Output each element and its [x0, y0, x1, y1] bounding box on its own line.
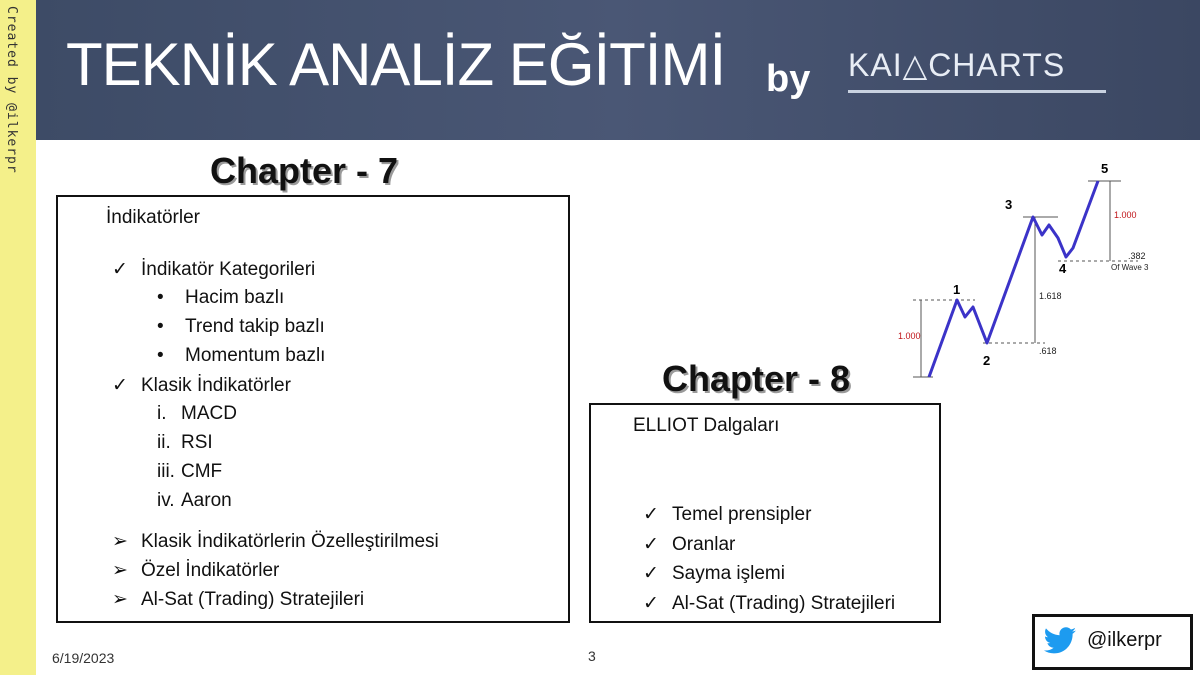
chapter-7-list-item	[157, 345, 325, 367]
list-marker: ✓	[643, 563, 659, 584]
list-marker: ✓	[112, 375, 128, 396]
list-item-text: MACD	[181, 403, 237, 424]
list-item-text: RSI	[181, 432, 213, 453]
twitter-handle: @ilkerpr	[1087, 629, 1162, 651]
list-marker: •	[157, 345, 164, 366]
chapter-8-list-item	[643, 592, 895, 615]
chapter-7-list-item	[157, 316, 325, 338]
chapter-7-list-item	[157, 287, 284, 309]
ratio-wave4-note: Of Wave 3	[1111, 263, 1149, 272]
wave-label-5: 5	[1101, 161, 1109, 176]
side-strip	[0, 0, 36, 675]
creator-credit: Created by @ilkerpr	[4, 6, 19, 174]
list-marker: ➢	[112, 560, 128, 581]
list-item-text: Hacim bazlı	[185, 287, 285, 308]
list-marker: ✓	[643, 534, 659, 555]
list-marker: iv.	[157, 490, 175, 511]
elliott-wave-diagram	[893, 155, 1158, 385]
ratio-wave4: .382	[1128, 251, 1146, 261]
list-marker: ✓	[643, 504, 659, 525]
wave-label-4: 4	[1059, 261, 1067, 276]
list-marker: •	[157, 316, 164, 337]
chapter-8-list-item	[643, 533, 735, 556]
twitter-bird-icon	[1043, 627, 1077, 655]
chapter-8-list-item	[643, 503, 811, 526]
chapter-7-title: Chapter - 7	[210, 150, 399, 191]
chapter-7-list-item	[112, 258, 315, 281]
list-marker: •	[157, 287, 164, 308]
chapter-7-heading: İndikatörler	[106, 207, 200, 228]
list-marker: ✓	[112, 259, 128, 280]
by-label: by	[766, 58, 811, 100]
chapter-7-list-item	[157, 432, 213, 454]
ratio-wave3: 1.618	[1039, 291, 1062, 301]
footer-date: 6/19/2023	[52, 650, 115, 666]
chapter-7-list-item	[112, 588, 364, 611]
list-item-text: Özel İndikatörler	[141, 560, 280, 581]
list-item-text: İndikatör Kategorileri	[141, 259, 316, 280]
logo-text: KAI△CHARTS	[848, 47, 1066, 83]
list-item-text: Aaron	[181, 490, 232, 511]
chapter-7-list-item	[112, 374, 291, 397]
header-banner	[36, 0, 1200, 140]
list-item-text: CMF	[181, 461, 223, 482]
ratio-wave1: 1.000	[898, 331, 921, 341]
list-item-text: Oranlar	[672, 534, 736, 555]
page-number: 3	[588, 648, 596, 664]
chapter-8-list-item	[643, 562, 785, 585]
list-item-text: Klasik İndikatörler	[141, 375, 291, 396]
chapter-7-list-item	[112, 559, 279, 582]
list-item-text: Temel prensipler	[672, 504, 812, 525]
list-item-text: Sayma işlemi	[672, 563, 785, 584]
chapter-7-list-item	[157, 403, 237, 425]
list-marker: ✓	[643, 593, 659, 614]
wave-label-1: 1	[953, 282, 961, 297]
list-marker: ➢	[112, 589, 128, 610]
list-item-text: Al-Sat (Trading) Stratejileri	[141, 589, 365, 610]
list-item-text: Al-Sat (Trading) Stratejileri	[672, 593, 896, 614]
chapter-8-heading: ELLIOT Dalgaları	[633, 415, 780, 436]
list-item-text: Momentum bazlı	[185, 345, 326, 366]
page-title: TEKNİK ANALİZ EĞİTİMİ	[66, 31, 726, 98]
list-item-text: Klasik İndikatörlerin Özelleştirilmesi	[141, 531, 439, 552]
wave-line	[929, 181, 1098, 377]
kai-charts-logo	[848, 46, 1108, 94]
list-marker: ➢	[112, 531, 128, 552]
ratio-wave5: 1.000	[1114, 210, 1137, 220]
list-marker: i.	[157, 403, 167, 424]
wave-label-3: 3	[1005, 197, 1013, 212]
wave-label-2: 2	[983, 353, 991, 368]
ratio-wave2: .618	[1039, 346, 1057, 356]
chapter-7-list-item	[157, 490, 232, 512]
logo-underline	[848, 90, 1106, 93]
list-item-text: Trend takip bazlı	[185, 316, 325, 337]
chapter-8-title: Chapter - 8	[662, 358, 851, 399]
twitter-handle-box	[1032, 614, 1193, 670]
list-marker: iii.	[157, 461, 175, 482]
list-marker: ii.	[157, 432, 171, 453]
chapter-7-list-item	[112, 530, 439, 553]
chapter-7-list-item	[157, 461, 222, 483]
